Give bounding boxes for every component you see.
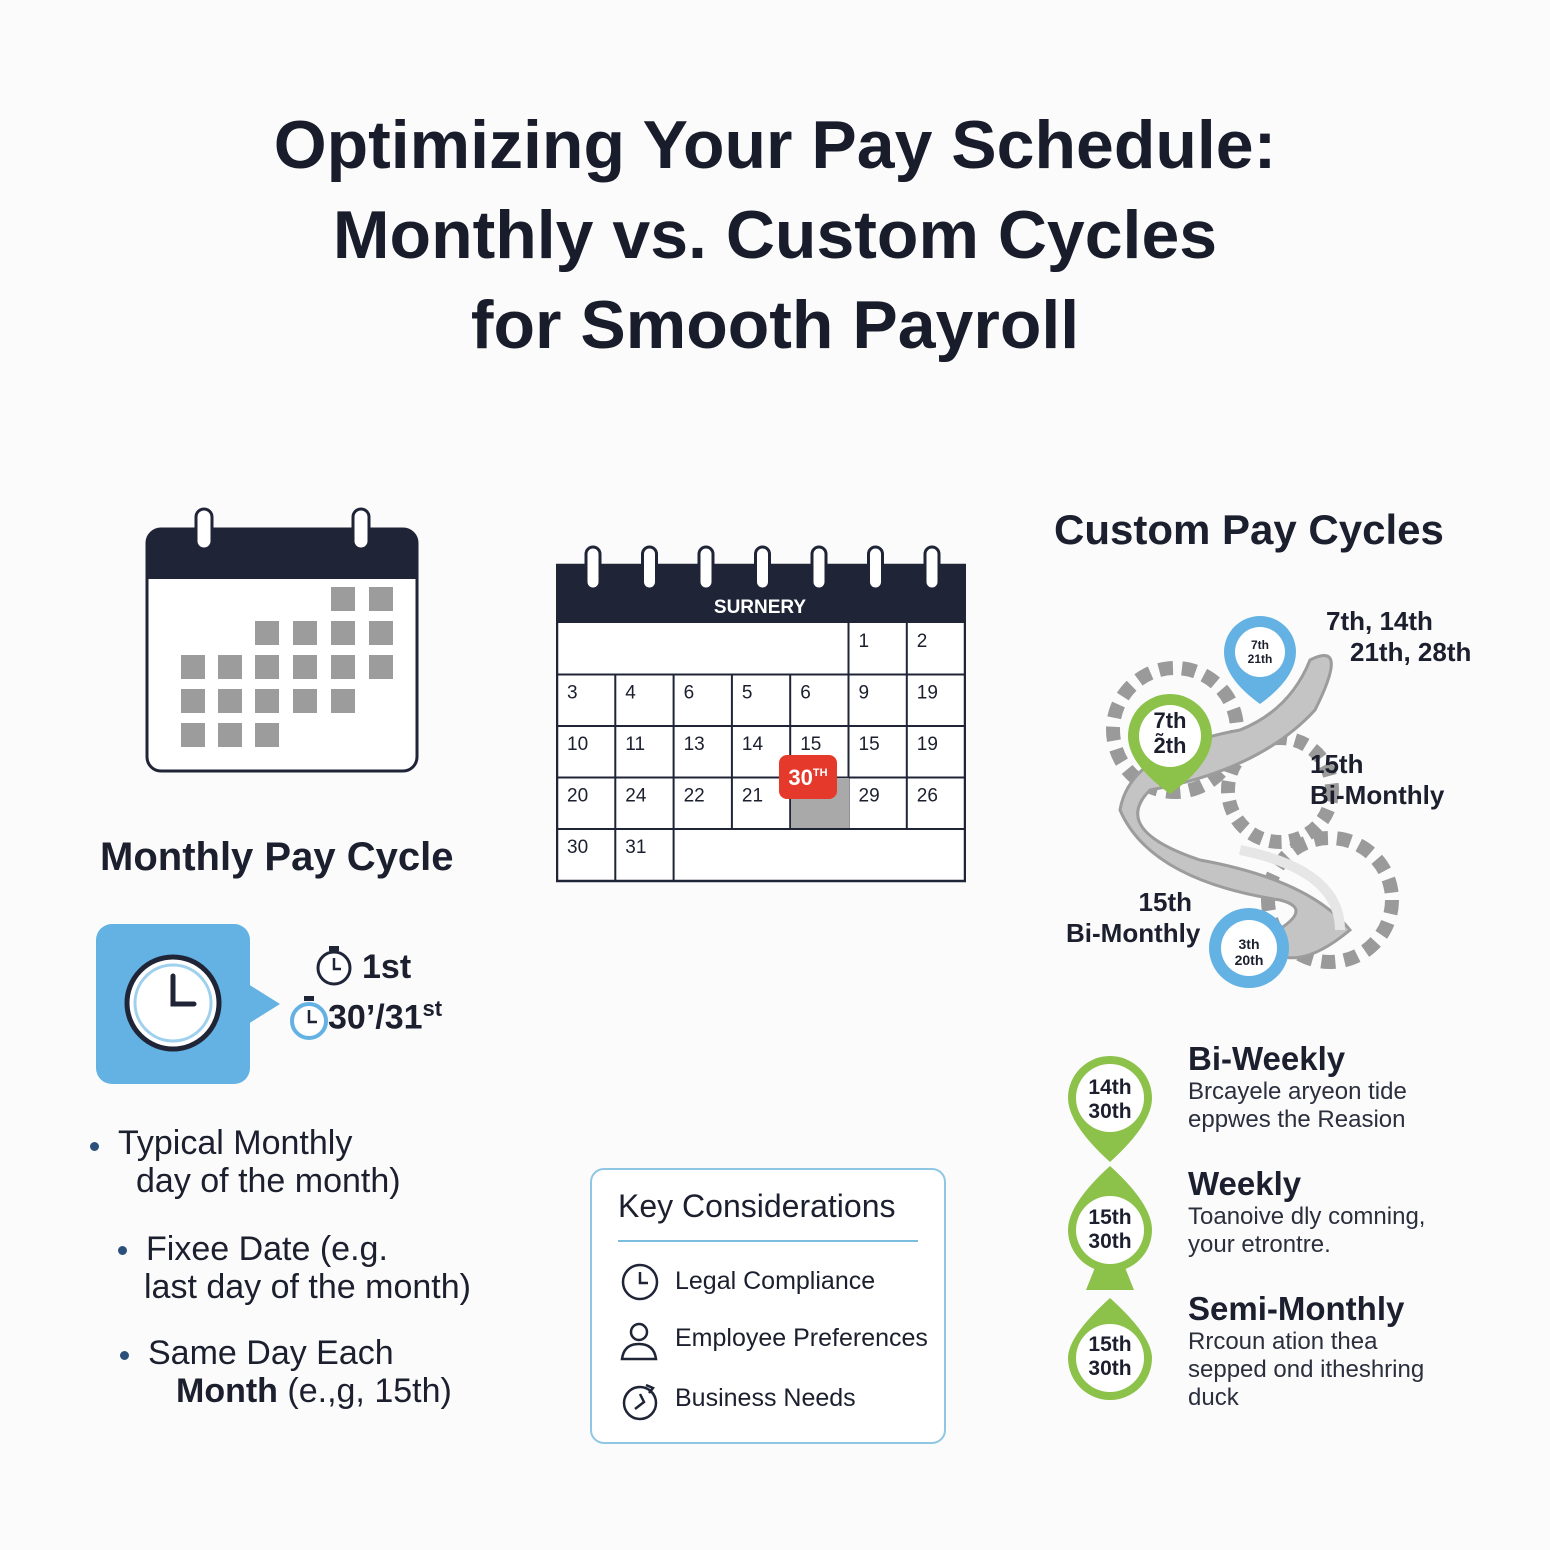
calendar-day: 14 <box>741 734 764 755</box>
calendar-day: 30 <box>567 837 589 858</box>
business-needs-item: Business Needs <box>675 1384 856 1412</box>
binding-ring <box>699 547 713 589</box>
calendar-day: 21 <box>741 785 764 807</box>
title-line-3: for Smooth Payroll <box>470 287 1080 363</box>
cycle-weekly: Weekly Toanoive dly comning, your etrontre. <box>1188 1165 1426 1258</box>
calendar-day: 6 <box>683 682 695 704</box>
binding-ring <box>756 547 770 589</box>
calendar-day: 10 <box>567 734 589 755</box>
calendar-day: 13 <box>683 734 705 755</box>
label-bi-monthly: 15th Bi-Monthly <box>1310 749 1445 810</box>
binding-ring <box>812 547 826 589</box>
clock-icon <box>620 1262 660 1302</box>
cycle-pin-semimonthly: 15th 30th <box>1088 1333 1132 1380</box>
title-line-2: Monthly vs. Custom Cycles <box>332 197 1218 273</box>
calendar-day: 15 <box>800 734 822 755</box>
pay-date-last: 30’/31st <box>328 996 443 1037</box>
calendar-day: 9 <box>858 682 870 704</box>
pin-green-dates: 7th 2̃th <box>1153 708 1187 758</box>
bullet-typical-monthly: Typical Monthly day of the month) <box>118 1124 401 1200</box>
title-line-1: Optimizing Your Pay Schedule: <box>273 107 1277 183</box>
monthly-pay-cycle-heading: Monthly Pay Cycle <box>100 835 454 879</box>
calendar-day: 6 <box>800 682 811 704</box>
calendar-day: 1 <box>858 631 870 652</box>
binding-ring <box>925 547 939 589</box>
cycle-semimonthly: Semi-Monthly Rrcoun ation thea sepped ond itheshring duck <box>1188 1290 1425 1411</box>
cycle-pin-weekly: 15th 30th <box>1088 1206 1132 1253</box>
calendar-day: 5 <box>741 682 753 704</box>
clock-icon <box>122 952 224 1054</box>
calendar-day: 15 <box>858 734 880 755</box>
bullet-fixed-date: Fixee Date (e.g. last day of the month) <box>146 1230 471 1306</box>
binding-ring <box>586 547 600 589</box>
pin-top-dates: 7th 21th <box>1247 638 1273 666</box>
cycle-biweekly: Bi-Weekly Brcayele aryeon tide eppwes the Reasion <box>1188 1040 1407 1133</box>
calendar-day: 2 <box>916 631 928 652</box>
calendar-day: 19 <box>916 734 938 755</box>
pay-calendar <box>556 545 966 883</box>
calendar-day: 29 <box>858 785 880 807</box>
stopwatch-icon <box>288 994 330 1040</box>
calendar-day: 4 <box>625 682 636 704</box>
calendar-day: 19 <box>916 682 938 704</box>
custom-pay-cycles-heading: Custom Pay Cycles <box>1054 506 1444 553</box>
calendar-icon <box>145 505 419 773</box>
binding-ring <box>643 547 657 589</box>
binding-ring <box>869 547 883 589</box>
label-bi-monthly-low: 15th Bi-Monthly <box>1066 887 1201 948</box>
divider <box>618 1240 918 1242</box>
cycle-pin-biweekly: 14th 30th <box>1088 1076 1132 1123</box>
calendar-day: 22 <box>683 785 705 807</box>
bullet-same-day: Same Day Each Month (e.,g, 15th) <box>148 1334 452 1410</box>
calendar-day: 3 <box>567 682 578 704</box>
page-title <box>0 100 1550 370</box>
employee-icon <box>618 1320 660 1362</box>
stopwatch-icon <box>314 944 354 986</box>
calendar-day: 20 <box>567 785 589 807</box>
svg-text:30TH: 30TH <box>788 765 828 790</box>
calendar-day: 11 <box>625 734 646 755</box>
calendar-day: 26 <box>916 785 938 807</box>
calendar-day: 31 <box>625 837 647 858</box>
label-weekly-dates: 7th, 14th 21th, 28th <box>1326 606 1472 667</box>
key-considerations-title: Key Considerations <box>618 1188 896 1224</box>
calendar-day: 24 <box>625 785 647 807</box>
business-clock-icon <box>620 1382 660 1422</box>
legal-compliance-item: Legal Compliance <box>675 1267 876 1295</box>
employee-preferences-item: Employee Preferences <box>675 1324 928 1352</box>
pay-date-first: 1st <box>362 948 412 986</box>
pin-low-dates: 3th 20th <box>1234 936 1264 968</box>
calendar-month-label: SURNERY <box>713 597 807 618</box>
